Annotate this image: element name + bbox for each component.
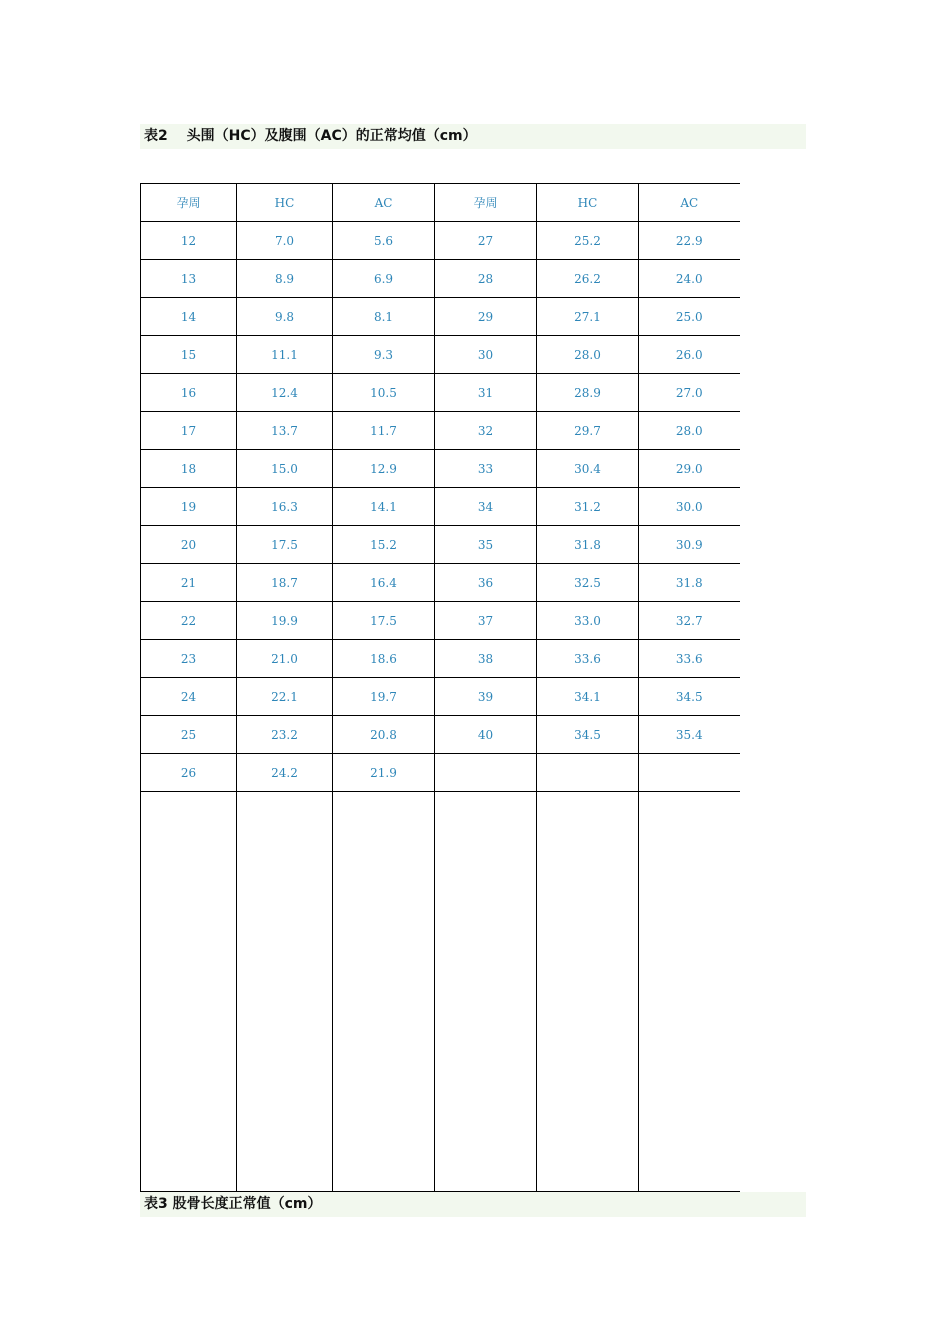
header-row [141, 184, 740, 222]
cell-ac-2: 34.5 [639, 678, 740, 716]
cell-week-2: 33 [435, 450, 537, 488]
cell-ac: 16.4 [333, 564, 435, 602]
table-row [141, 336, 740, 374]
cell-week: 19 [141, 488, 237, 526]
table-row [141, 450, 740, 488]
cell-hc-2: 27.1 [537, 298, 639, 336]
empty-cell [237, 792, 333, 1192]
cell-week-2: 31 [435, 374, 537, 412]
cell-hc-2: 32.5 [537, 564, 639, 602]
cell-ac: 9.3 [333, 336, 435, 374]
cell-ac-2 [639, 754, 740, 792]
cell-week: 21 [141, 564, 237, 602]
cell-ac-2: 32.7 [639, 602, 740, 640]
table-row [141, 374, 740, 412]
cell-hc: 17.5 [237, 526, 333, 564]
empty-cell [639, 792, 740, 1192]
cell-week: 15 [141, 336, 237, 374]
table-row [141, 716, 740, 754]
cell-week-2: 28 [435, 260, 537, 298]
hc-ac-table [140, 183, 740, 1192]
header-week: 孕周 [141, 184, 237, 222]
cell-week-2: 37 [435, 602, 537, 640]
cell-ac-2: 26.0 [639, 336, 740, 374]
cell-week: 16 [141, 374, 237, 412]
cell-hc-2: 25.2 [537, 222, 639, 260]
cell-week: 14 [141, 298, 237, 336]
header-ac-2: AC [639, 184, 740, 222]
cell-week-2: 27 [435, 222, 537, 260]
empty-cell [435, 792, 537, 1192]
cell-week: 23 [141, 640, 237, 678]
cell-ac-2: 22.9 [639, 222, 740, 260]
cell-ac: 20.8 [333, 716, 435, 754]
cell-week: 18 [141, 450, 237, 488]
cell-week-2: 34 [435, 488, 537, 526]
cell-hc: 19.9 [237, 602, 333, 640]
cell-week-2: 30 [435, 336, 537, 374]
cell-hc: 21.0 [237, 640, 333, 678]
cell-week: 17 [141, 412, 237, 450]
table-row [141, 602, 740, 640]
cell-hc-2: 31.8 [537, 526, 639, 564]
cell-ac-2: 31.8 [639, 564, 740, 602]
cell-hc: 16.3 [237, 488, 333, 526]
cell-ac-2: 30.9 [639, 526, 740, 564]
cell-hc-2: 30.4 [537, 450, 639, 488]
cell-week-2: 38 [435, 640, 537, 678]
cell-week: 25 [141, 716, 237, 754]
table-row [141, 488, 740, 526]
cell-hc: 24.2 [237, 754, 333, 792]
cell-ac: 6.9 [333, 260, 435, 298]
cell-hc-2: 34.1 [537, 678, 639, 716]
table-row [141, 222, 740, 260]
table-row [141, 564, 740, 602]
cell-hc: 7.0 [237, 222, 333, 260]
table-row [141, 412, 740, 450]
empty-cell [141, 792, 237, 1192]
table-row [141, 298, 740, 336]
cell-ac-2: 24.0 [639, 260, 740, 298]
cell-week-2: 36 [435, 564, 537, 602]
table-row [141, 260, 740, 298]
table3-caption: 表3 股骨长度正常值（cm） [144, 1196, 322, 1212]
cell-ac-2: 33.6 [639, 640, 740, 678]
cell-hc: 8.9 [237, 260, 333, 298]
cell-ac: 21.9 [333, 754, 435, 792]
cell-ac: 17.5 [333, 602, 435, 640]
cell-ac: 14.1 [333, 488, 435, 526]
cell-hc-2 [537, 754, 639, 792]
cell-hc-2: 29.7 [537, 412, 639, 450]
table2-caption: 表2 头围（HC）及腹围（AC）的正常均值（cm） [144, 128, 477, 144]
cell-ac-2: 25.0 [639, 298, 740, 336]
cell-hc: 22.1 [237, 678, 333, 716]
cell-hc: 9.8 [237, 298, 333, 336]
table-row [141, 678, 740, 716]
table-row [141, 640, 740, 678]
table-body [141, 184, 740, 1192]
cell-week: 13 [141, 260, 237, 298]
cell-week: 26 [141, 754, 237, 792]
header-hc-2: HC [537, 184, 639, 222]
cell-week-2: 35 [435, 526, 537, 564]
cell-ac-2: 27.0 [639, 374, 740, 412]
cell-ac: 18.6 [333, 640, 435, 678]
cell-hc-2: 33.0 [537, 602, 639, 640]
cell-week: 12 [141, 222, 237, 260]
empty-filler-row [141, 792, 740, 1192]
cell-week: 24 [141, 678, 237, 716]
cell-week-2 [435, 754, 537, 792]
table-row [141, 526, 740, 564]
cell-hc-2: 34.5 [537, 716, 639, 754]
empty-cell [333, 792, 435, 1192]
cell-hc-2: 28.0 [537, 336, 639, 374]
cell-hc: 23.2 [237, 716, 333, 754]
table-row [141, 754, 740, 792]
cell-ac: 5.6 [333, 222, 435, 260]
cell-week: 22 [141, 602, 237, 640]
cell-ac-2: 28.0 [639, 412, 740, 450]
cell-hc: 18.7 [237, 564, 333, 602]
cell-ac: 8.1 [333, 298, 435, 336]
cell-ac: 15.2 [333, 526, 435, 564]
header-week-2: 孕周 [435, 184, 537, 222]
cell-week-2: 32 [435, 412, 537, 450]
cell-week: 20 [141, 526, 237, 564]
cell-week-2: 40 [435, 716, 537, 754]
cell-ac: 19.7 [333, 678, 435, 716]
cell-hc: 15.0 [237, 450, 333, 488]
cell-hc-2: 33.6 [537, 640, 639, 678]
cell-ac: 11.7 [333, 412, 435, 450]
cell-hc-2: 26.2 [537, 260, 639, 298]
cell-ac: 12.9 [333, 450, 435, 488]
cell-week-2: 39 [435, 678, 537, 716]
cell-ac: 10.5 [333, 374, 435, 412]
cell-hc-2: 31.2 [537, 488, 639, 526]
header-ac: AC [333, 184, 435, 222]
cell-hc: 12.4 [237, 374, 333, 412]
cell-ac-2: 35.4 [639, 716, 740, 754]
header-hc: HC [237, 184, 333, 222]
cell-ac-2: 29.0 [639, 450, 740, 488]
cell-hc-2: 28.9 [537, 374, 639, 412]
cell-hc: 13.7 [237, 412, 333, 450]
cell-hc: 11.1 [237, 336, 333, 374]
cell-ac-2: 30.0 [639, 488, 740, 526]
empty-cell [537, 792, 639, 1192]
cell-week-2: 29 [435, 298, 537, 336]
